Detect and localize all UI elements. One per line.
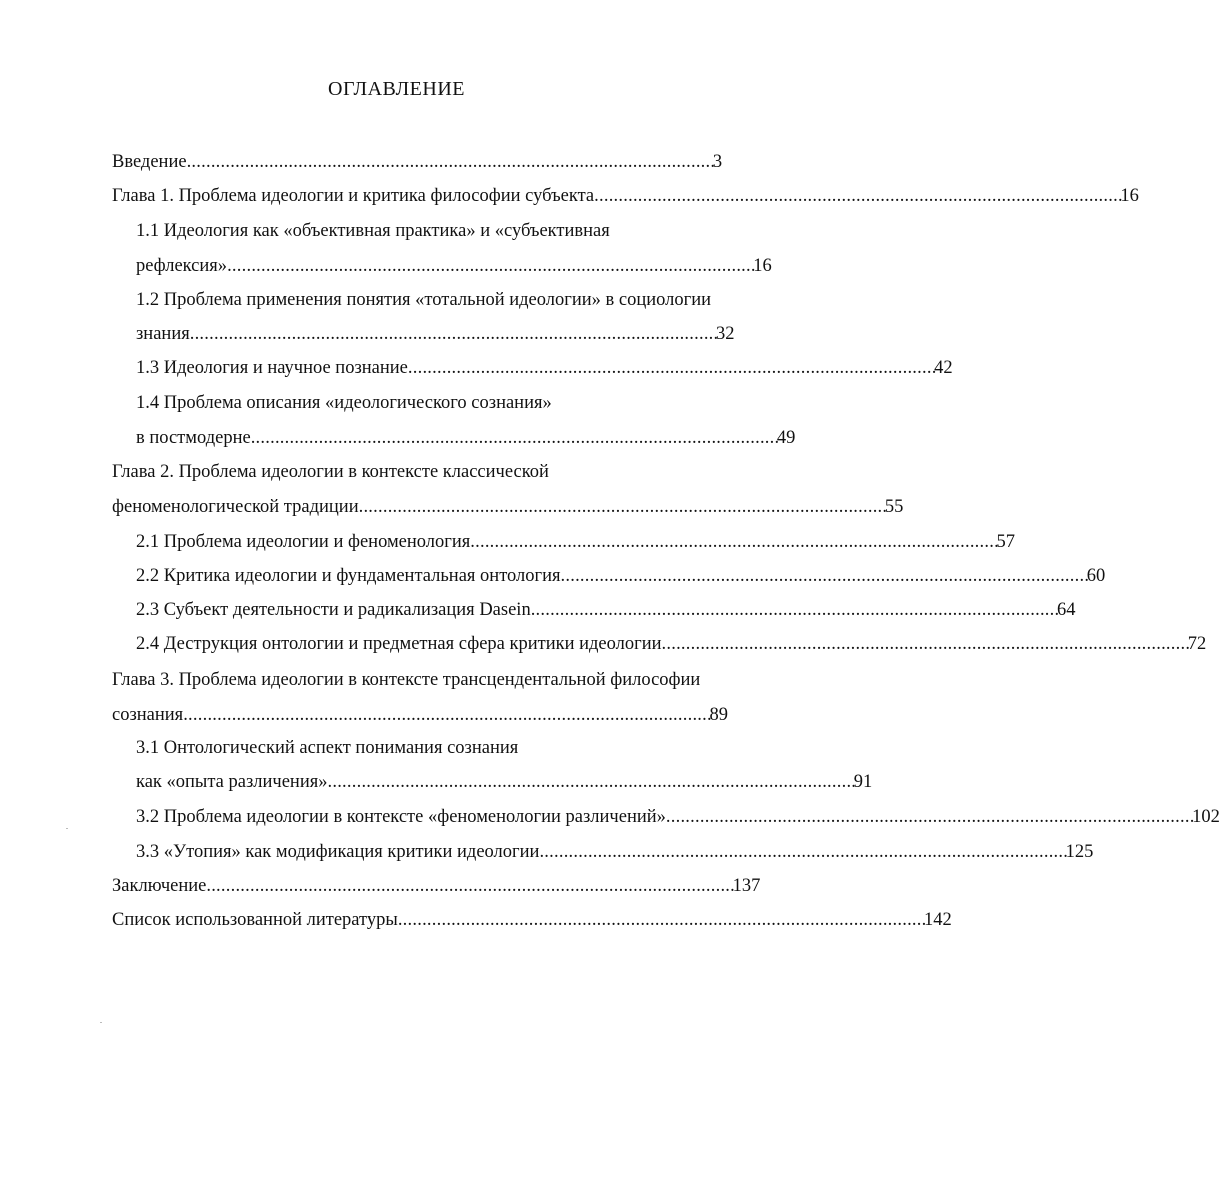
toc-entry-page: 72 bbox=[1187, 634, 1207, 654]
toc-entry-heading-line bbox=[136, 221, 712, 247]
toc-entry-page: 102 bbox=[1192, 807, 1220, 827]
toc-entry-text: 1.1 Идеология как «объективная практика» и «субъективная bbox=[136, 221, 610, 241]
toc-entry-page: 16 bbox=[1120, 186, 1139, 206]
toc-entry-page: 125 bbox=[1065, 842, 1094, 862]
toc-entry-page: 16 bbox=[753, 256, 772, 276]
toc-entry-text: 1.4 Проблема описания «идеологического сознания» bbox=[136, 393, 552, 413]
toc-entry-text: 3.1 Онтологический аспект понимания сознания bbox=[136, 738, 519, 758]
toc-entry-text: Список использованной литературы bbox=[112, 910, 398, 930]
toc-entry-text: 3.3 «Утопия» как модификация критики идеологии bbox=[136, 842, 540, 862]
leader-dots bbox=[666, 807, 1192, 828]
toc-entry-text: Глава 1. Проблема идеологии и критика философии субъекта bbox=[112, 186, 595, 206]
leader-dots bbox=[187, 152, 713, 173]
leader-dots bbox=[561, 566, 1087, 587]
toc-entry-continuation: знания bbox=[136, 324, 190, 344]
leader-dots bbox=[359, 497, 885, 518]
leader-dots bbox=[183, 705, 709, 726]
toc-entry bbox=[136, 532, 1016, 558]
leader-dots bbox=[531, 600, 1057, 621]
toc-entry-text: 2.4 Деструкция онтологии и предметная сфера критики идеологии bbox=[136, 634, 662, 654]
toc-entry bbox=[136, 358, 953, 384]
toc-entry bbox=[136, 600, 1076, 626]
toc-entry bbox=[112, 705, 728, 731]
toc-entry-page: 32 bbox=[715, 324, 735, 344]
toc-entry-page: 137 bbox=[732, 876, 761, 896]
toc-entry-page: 89 bbox=[709, 705, 728, 725]
toc-entry-page: 91 bbox=[853, 772, 873, 792]
toc-entry-heading-line bbox=[112, 670, 712, 696]
toc-entry-text: Глава 3. Проблема идеологии в контексте трансцендентальной философии bbox=[112, 670, 701, 690]
toc-entry bbox=[136, 428, 796, 454]
toc-entry-page: 57 bbox=[996, 532, 1016, 552]
toc-entry bbox=[136, 324, 735, 350]
toc-entry-text: 2.1 Проблема идеологии и феноменология bbox=[136, 532, 471, 552]
toc-entry bbox=[136, 566, 1106, 592]
toc-entry-page: 49 bbox=[776, 428, 796, 448]
leader-dots bbox=[662, 634, 1188, 655]
leader-dots bbox=[206, 876, 732, 897]
toc-entry-page: 42 bbox=[934, 358, 953, 378]
toc-entry bbox=[136, 772, 873, 798]
toc-entry-heading-line bbox=[136, 290, 712, 316]
toc-entry bbox=[136, 842, 1094, 868]
leader-dots bbox=[470, 532, 996, 553]
scan-speck bbox=[100, 1022, 102, 1023]
leader-dots bbox=[328, 772, 854, 793]
scan-speck bbox=[66, 828, 68, 829]
toc-entry-text: 1.2 Проблема применения понятия «тотальной идеологии» в социологии bbox=[136, 290, 712, 310]
toc-entry bbox=[112, 497, 904, 523]
toc-entry-page: 60 bbox=[1086, 566, 1106, 586]
toc-entry-continuation: как «опыта различения» bbox=[136, 772, 328, 792]
toc-entry-continuation: сознания bbox=[112, 705, 184, 725]
toc-entry-text: Глава 2. Проблема идеологии в контексте классической bbox=[112, 462, 549, 482]
toc-title: ОГЛАВЛЕНИЕ bbox=[328, 78, 465, 100]
leader-dots bbox=[408, 358, 934, 379]
toc-entry-heading-line bbox=[136, 738, 712, 764]
toc-entry bbox=[112, 152, 723, 178]
toc-entry-continuation: в постмодерне bbox=[136, 428, 251, 448]
toc-entry-page: 55 bbox=[884, 497, 904, 517]
toc-entry-continuation: феноменологической традиции bbox=[112, 497, 359, 517]
leader-dots bbox=[190, 324, 716, 345]
toc-entry-page: 64 bbox=[1056, 600, 1076, 620]
toc-entry-text: 3.2 Проблема идеологии в контексте «феноменологии различений» bbox=[136, 807, 666, 827]
toc-entry bbox=[136, 634, 1207, 660]
toc-entry-heading-line bbox=[136, 393, 712, 419]
leader-dots bbox=[251, 428, 777, 449]
toc-entry-text: 2.3 Субъект деятельности и радикализация Dasein bbox=[136, 600, 531, 620]
toc-entry bbox=[136, 256, 772, 282]
leader-dots bbox=[539, 842, 1065, 863]
leader-dots bbox=[398, 910, 924, 931]
leader-dots bbox=[227, 256, 753, 277]
toc-entry-text: 1.3 Идеология и научное познание bbox=[136, 358, 408, 378]
toc-entry-text: Заключение bbox=[112, 876, 207, 896]
toc-entry bbox=[112, 910, 952, 936]
toc-entry-text: Введение bbox=[112, 152, 187, 172]
toc-entry bbox=[112, 876, 761, 902]
toc-entry bbox=[112, 186, 1139, 212]
toc-entry-page: 3 bbox=[712, 152, 723, 172]
toc-entry-page: 142 bbox=[924, 910, 952, 930]
toc-entry-continuation: рефлексия» bbox=[136, 256, 228, 276]
toc-entry bbox=[136, 807, 1220, 833]
toc-entry-text: 2.2 Критика идеологии и фундаментальная онтология bbox=[136, 566, 561, 586]
toc-entry-heading-line bbox=[112, 462, 712, 488]
leader-dots bbox=[594, 186, 1120, 207]
